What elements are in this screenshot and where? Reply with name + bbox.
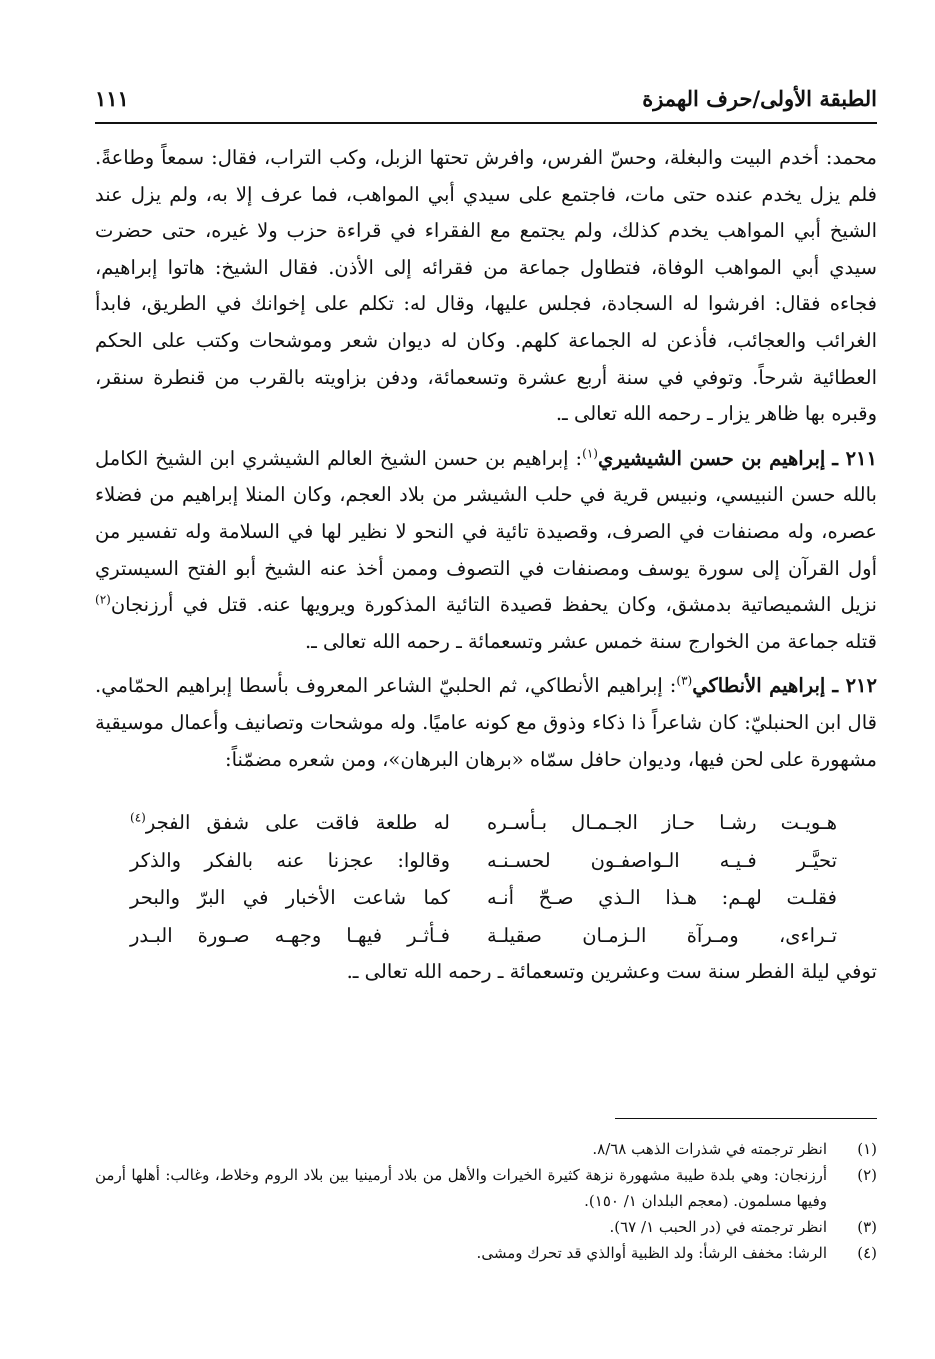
footnote-ref: (١) <box>582 446 598 461</box>
entry-number: ٢١١ ـ <box>832 446 877 470</box>
poem-verse <box>95 842 877 880</box>
footnote-ref: (٤) <box>130 810 146 825</box>
footnote-text: أرزنجان: وهي بلدة طيبة مشهورة نزهة كثيرة الخيرات والأهل من بلاد أرمينيا بين بلاد الروم وخلاط، وغالب: أهلها أرمن وفيها مسلمون. (معجم البلدان ١/ ١٥٠). <box>95 1166 827 1210</box>
verse-second-text: له طلعة فاقت على شفق الفجر <box>145 811 450 835</box>
verse-first-hemistich: تحيَّـر فـيـه الـواصفـون لحسـنـه <box>487 848 837 872</box>
verse-second-hemistich: وقالوا: عجزنا عنه بالفكر والذكر <box>130 848 450 872</box>
entry-text: قتله جماعة من الخوارج سنة خمس عشر وتسعمائة ـ رحمه الله تعالى ـ. <box>304 629 877 653</box>
verse-second-hemistich <box>95 804 450 842</box>
verse-second-hemistich: كما شاعت الأخبار في البرّ والبحر <box>130 886 450 910</box>
footnote-ref: (٣) <box>676 673 693 688</box>
entry-text: : إبراهيم بن حسن الشيخ العالم الشيشري ابن الشيخ الكامل بالله حسن النبيسي، ونبيس قرية في حلب الشيشر من بلاد العجم، وكان المنلا إبراهيم من فضلاء عصره، وله مصنفات في الصرف، وقصيدة تائية في النحو لا نظير لها في السلامة وله تفسير من أول القرآن إلى سورة يوسف ومصنفات في التصوف وممن أخذ عنه الشيخ أبو الفتح السيستري نزيل الشميصاتية بدمشق، وكان يحفظ قصيدة التائية المذكورة ويرويها عنه. قتل في أرزنجان <box>95 446 877 617</box>
footnote-ref: (٢) <box>95 592 111 607</box>
paragraph-continuation: محمد: أخدم البيت والبغلة، وحسّ الفرس، وافرش تحتها الزبل، وكب التراب، فقال: سمعاً وطاعةً. فلم يزل يخدم عنده حتى مات، فاجتمع على سيدي أبي المواهب، فما عرف إلا به، ولم يزل عند الشيخ أبي المواهب يخدم كذلك، ولم يجتمع مع الفقراء في قراءة حزب ولا غيره، حتى حضرت سيدي أبي المواهب الوفاة، فتطاول جماعة من فقرائه إلى الأذن. فقال الشيخ: هاتوا إبراهيم، فجاءه فقال: افرشوا له السجادة، فجلس عليها، وقال له: تكلم على إخوانك في الطريق، فابدأ الغرائب والعجائب، فأذعن له الجماعة كلهم. وكان له ديوان شعر وموشحات وكتب على الحكم العطائية شرحاً. وتوفي في سنة أربع عشرة وتسعمائة، ودفن بزاويته بالقرب من قنطرة سنقر، وقبره بها ظاهر يزار ـ رحمه الله تعالى ـ. <box>95 146 877 426</box>
footnote <box>95 1240 877 1266</box>
verse-first-hemistich: تـراءى، ومـرآة الـزمـان صقيلـة <box>487 923 837 947</box>
header-title: الطبقة الأولى/حرف الهمزة <box>642 86 877 111</box>
footnote-divider <box>615 1118 877 1119</box>
footnote-number: (٣) <box>857 1218 877 1236</box>
entry-212 <box>95 668 877 778</box>
poem-verse <box>95 917 877 955</box>
entry-text: : إبراهيم الأنطاكي، ثم الحلبيّ الشاعر المعروف بأسطا إبراهيم الحمّامي. قال ابن الحنبليّ: كان شاعراً ذا ذكاء وذوق مع كونه عاميًا. وله موشحات وتصانيف وأعمال موسيقية مشهورة على لحن فيها، وديوان حافل سمّاه «برهان البرهان»، ومن شعره مضمّناً: <box>95 674 877 771</box>
verse-second-hemistich: فـأثـر فيهـا وجهـه صـورة البـدر <box>130 923 450 947</box>
page-number: ١١١ <box>95 86 129 111</box>
entry-name: إبراهيم بن حسن الشيشيري <box>597 446 826 470</box>
footnotes <box>95 1136 877 1266</box>
poem <box>95 804 877 954</box>
entry-name: إبراهيم الأنطاكي <box>692 674 826 698</box>
footnote <box>95 1214 877 1240</box>
poem-verse <box>95 804 877 842</box>
verse-first-hemistich: هـويـت رشـا حـاز الجـمـال بـأسـره <box>487 811 837 835</box>
verse-first-hemistich: فقلـت لهـم: هـذا الـذي صـحّ أنـه <box>487 886 837 910</box>
footnote-number: (١) <box>857 1140 877 1158</box>
running-header <box>95 82 877 124</box>
footnote-number: (٢) <box>857 1166 877 1184</box>
entry-211 <box>95 441 877 661</box>
footnote-text: الرشا: مخفف الرشأ: ولد الظبية أوالذي قد تحرك ومشى. <box>476 1244 827 1262</box>
closing-line: توفي ليلة الفطر سنة ست وعشرين وتسعمائة ـ رحمه الله تعالى ـ. <box>346 960 877 984</box>
entry-number: ٢١٢ ـ <box>832 674 877 698</box>
poem-verse <box>95 879 877 917</box>
footnote <box>95 1136 877 1162</box>
footnote-text: انظر ترجمته في (در الحبب ١/ ٦٧). <box>609 1218 827 1236</box>
footnote-number: (٤) <box>857 1244 877 1262</box>
main-text <box>95 140 877 991</box>
footnote <box>95 1162 877 1214</box>
footnote-text: انظر ترجمته في شذرات الذهب ٨/٦٨. <box>592 1140 827 1158</box>
